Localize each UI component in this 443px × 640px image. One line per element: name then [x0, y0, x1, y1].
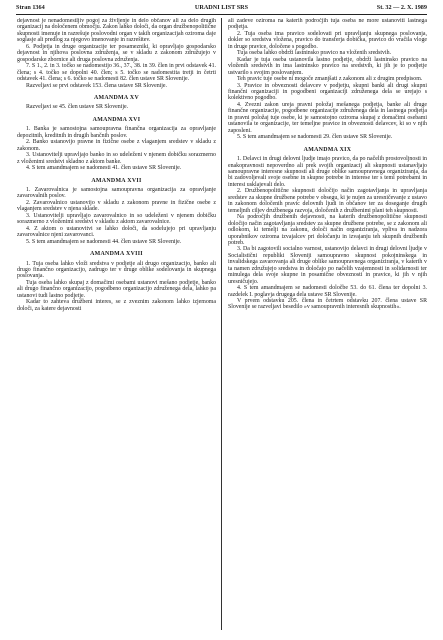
- paragraph: Tuja oseba lahko skupaj z domačimi osebami ustanovi mešano podjetje, banko ali drugo finančno organizacijo, pogodbeno organizacijo združenega dela, lahko pa ustanovi tudi lastno podjetje.: [17, 279, 216, 299]
- page-header: [16, 2, 427, 13]
- right-column: [228, 18, 427, 632]
- paragraph: 1. Zavarovalnica je samostojna samoupravna organizacija za opravljanje zavarovalnih poslov.: [17, 186, 216, 200]
- paragraph: Razveljavi se prvi odstavek 153. člena ustave SR Slovenije.: [26, 82, 168, 89]
- publication-title: URADNI LIST SRS: [194, 4, 249, 11]
- paragraph: Teh pravic tuje osebe ni mogoče zmanjšati z zakonom ali z drugim predpisom.: [237, 76, 423, 83]
- paragraph: ali zadeve oziroma na katerih področjih tuja oseba ne more ustanoviti lastnega podjetja.: [228, 18, 427, 31]
- paragraph: 1. Banka je samostojna samoupravna finančna organizacija za opravljanje depozitnih, kreditnih in drugih bančnih poslov.: [17, 126, 216, 139]
- amendment-heading-xv: AMANDMA XV: [93, 94, 140, 101]
- left-column: [17, 18, 216, 632]
- page-number: Stran 1364: [16, 4, 45, 11]
- paragraph: 3. Da bi zagotovili socialno varnost, ustanovijo delavci in drugi delovni ljudje v Socialistični republiki Sloveniji samoupravno skupnost pokojninskega in invalidskega zavarovanja ali druge oblike samoupravnega organiziranja, v katerih v ta namen združujejo sredstva in določajo po načelih vzajemnosti in solidarnosti ter minulega dela svoje skupne in posamične obveznosti in pravice, ki jih v njih uresničujejo.: [228, 246, 427, 285]
- paragraph: 3. Ustanovitelji upravljajo banko in so udeleženi v njenem dobičku sorazmerno z vloženimi sredstvi skladno z aktom banke.: [17, 152, 216, 165]
- paragraph: V prvem odstavku 205. člena in četrtem odstavku 207. člena ustave SR Slovenije se razveljavi besedilo »v samoupravnih interesnih skupnostih«.: [228, 298, 427, 311]
- paragraph: dejavnost je nenadomestljiv pogoj za življenje in delo občanov ali za delo drugih organizacij na določenem območju. Zakon lahko določi, da organ družbenopolitične skupnosti imenuje in razrešuje poslovodni organ v takih organizacijah oziroma daje soglasje ali predlog za njegovo imenovanje in razrešitev.: [17, 18, 216, 44]
- paragraph: Kadar je tuja oseba ustanovila lastno podjetje, obdrži lastninsko pravico na vloženih sredstvih in ima lastninsko pravico na sredstvih, ki jih je to podjetje ustvarilo s svojim poslovanjem.: [228, 56, 427, 76]
- amendment-heading-xvii: AMANDMA XVII: [91, 177, 142, 184]
- amendment-heading-xviii: AMANDMA XVIII: [90, 251, 143, 258]
- paragraph: 4. S tem amandmajem se nadomesti določbe 53. do 61. člena ter dopolni 3. razdelek I. poglavja drugega dela ustave SR Slovenije.: [228, 285, 427, 298]
- paragraph: 2. Družbenopolitične skupnosti določijo način zagotavljanja in upravljanja sredstev za skupne družbene potrebe v obsegu, ki je nujen za uresničevanje z ustavo in zakonom določenih pravic delovnih ljudi in občanov ter za doseganje drugih temeljnih ciljev družbenega razvoja, določenih z družbenimi plani teh skupnosti.: [228, 188, 427, 214]
- paragraph: 4. Zvezni zakon ureja pravni položaj mešanega podjetja, banke ali druge finančne organizacije, pogodbene organizacije združenega dela in lastnega podjetja in pravni položaj tuje osebe, ki je samostojno oziroma skupaj z domačimi osebami ustanovila te organizacije, ter temeljne pravice in obveznosti delavcev, ki so v njih zaposleni.: [228, 101, 427, 134]
- paragraph: 1. Tuja oseba lahko vloži sredstva v podjetje ali drugo organizacijo, banko ali drugo finančno organizacijo, zadrugo ter v druge oblike sodelovanja in skupnega poslovanja.: [17, 260, 216, 280]
- paragraph: 4. Z aktom o ustanovitvi se lahko določi, da sodelujejo pri upravljanju zavarovalnice njeni zavarovanci.: [17, 225, 216, 239]
- header-rule: [16, 14, 427, 15]
- paragraph: 5. S tem amandmajem se nadomesti 44. člen ustave SR Slovenije.: [26, 238, 182, 245]
- column-divider: [221, 18, 222, 630]
- paragraph: 3. Pravice in obveznosti delavcev v podjetju, skupni banki ali drugi skupni finančni organizaciji in pogodbeni organizaciji združenega dela se urejajo s kolektivno pogodbo.: [228, 82, 427, 102]
- paragraph: 5. S tem amandmajem se nadomesti 29. člen ustave SR Slovenije.: [237, 134, 393, 141]
- amendment-heading-xvi: AMANDMA XVI: [92, 116, 141, 123]
- paragraph: 4. S tem amandmajem se nadomesti 41. člen ustave SR Slovenije.: [26, 165, 182, 172]
- paragraph: 2. Banko ustanovijo pravne in fizične osebe z vlaganjem sredstev v skladu z zakonom.: [17, 139, 216, 152]
- paragraph: 7. S 1., 2. in 3. točko se nadomestijo 36., 37., 38. in 39. člen in prvi odstavek 41. člena; s 4. točko se dopolni 40. člen; s 5. točko se nadomestita tretji in četrti odstavek 41. člena; s 6. točko se nadomesti 82. člen ustave SR Slovenije.: [17, 63, 216, 83]
- paragraph: Tuja oseba lahko obdrži lastninsko pravico na vloženih sredstvih.: [237, 50, 392, 57]
- paragraph: 2. Zavarovalnico ustanovijo v skladu z zakonom pravne in fizične osebe z vlaganjem sredstev v njena sklade.: [17, 199, 216, 213]
- amendment-heading-xix: AMANDMA XIX: [303, 146, 352, 153]
- paragraph: Kadar to zahteva družbeni interes, se z zveznim zakonom lahko izjemoma določi, za katere dejavnosti: [17, 299, 216, 312]
- paragraph: Na področjih družbenih dejavnosti, na katerih družbenopolitične skupnosti določijo način zagotavljanja sredstev za skupne družbene potrebe, se z zakonom ali odlokom, ki temelji na zakonu, določi način organiziranja, vpliva in nadzora uporabnikov oziroma izvajalcev pri določanju in izvajanju teh skupnih družbenih potreb.: [228, 214, 427, 246]
- paragraph: Razveljavi se 45. člen ustave SR Slovenije.: [26, 104, 129, 111]
- paragraph: 2. Tuja oseba ima pravico sodelovati pri upravljanju skupnega poslovanja, dokler so sredstva vložena, pravico do transferja dobička, pravico do vračila vloge in druge pravice, določene s pogodbo.: [228, 30, 427, 50]
- paragraph: 1. Delavci in drugi delovni ljudje imajo pravico, da po načelih prostovoljnosti in enakopravnosti nepoverdno ali prek svojih organizacij ali skupnosti ustanavljajo samoupravne interesne skupnosti ali druge oblike samoupravnega organiziranja, da bi zadovoljevali svoje osebne in skupne potrebe in interese ter s temi potrebami in interesi usklajevali delo.: [228, 156, 427, 188]
- paragraph: 3. Ustanovitelji upravljajo zavarovalnico in so udeleženi v njenem dobičku sorazmerno z vloženimi sredstvi v skladu z aktom zavarovalnice.: [17, 212, 216, 226]
- issue-date: St. 32 — 2. X. 1989: [376, 4, 427, 11]
- paragraph: 6. Podjetja in druge organizacije ter posamezniki, ki opravljajo gospodarsko dejavnost in njihova poslovna združenja, se v skladu z zakonom združujejo v gospodarske zbornice ali druga poslovna združenja.: [17, 43, 216, 63]
